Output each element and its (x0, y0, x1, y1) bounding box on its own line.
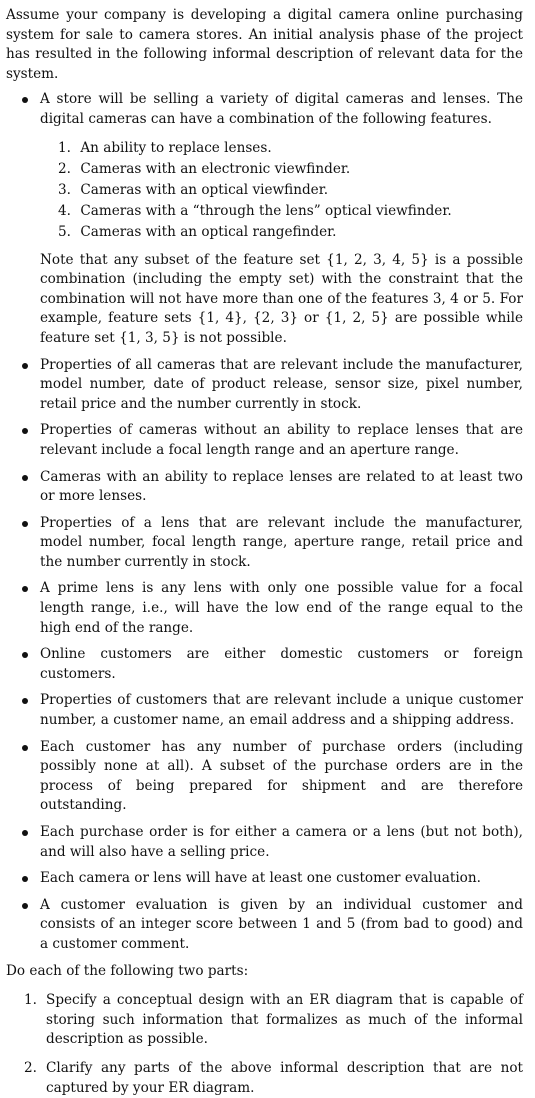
bullet-text: A prime lens is any lens with only one possible value for a focal length range, i.e., will have the low end of the range equal to the high end of the range. (40, 580, 523, 636)
feature-number: 5. (58, 223, 71, 240)
list-item (40, 468, 523, 507)
feature-text: An ability to replace lenses. (80, 139, 272, 156)
feature-item (58, 222, 523, 243)
list-item (40, 645, 523, 684)
feature-item (58, 138, 523, 159)
bullet-text: Properties of customers that are relevant include a unique customer number, a customer name, an email address and a shipping address. (40, 692, 523, 729)
bullet-text: Cameras with an ability to replace lenses are related to at least two or more lenses. (40, 468, 523, 505)
bullet-icon (22, 652, 28, 658)
list-item (40, 579, 523, 638)
feature-text: Cameras with a “through the lens” optical viewfinder. (80, 202, 452, 219)
feature-number: 1. (58, 139, 71, 156)
bullet-text: Each camera or lens will have at least one customer evaluation. (40, 870, 481, 887)
feature-number: 3. (58, 181, 71, 198)
feature-item (58, 180, 523, 201)
bullet-text: Each purchase order is for either a camera or a lens (but not both), and will also have a selling price. (40, 824, 523, 860)
bullet-icon (22, 428, 28, 434)
part-number: 2. (24, 1059, 37, 1076)
bullet-icon (22, 903, 28, 909)
bullet-icon (22, 521, 28, 527)
feature-note: Note that any subset of the feature set {1, 2, 3, 4, 5} is a possible combination (including the empty set) with the constraint that the combination will not have more than one of the features 3, 4 or 5. For example, feature sets {1, 4}, {2, 3} or {1, 2, 5} are possible while feature set {1, 3, 5} is not possible. (40, 251, 523, 346)
bullet-icon (22, 363, 28, 369)
feature-number: 4. (58, 202, 71, 219)
bullet-icon (22, 830, 28, 836)
list-item (40, 691, 523, 730)
part-item (24, 1059, 523, 1098)
bullet-text: A store will be selling a variety of digital cameras and lenses. The digital cameras can have a combination of the following features. (40, 91, 523, 127)
feature-item (58, 201, 523, 222)
bullet-icon (22, 698, 28, 704)
bullet-icon (22, 876, 28, 882)
bullet-icon (22, 745, 28, 751)
part-number: 1. (24, 992, 37, 1009)
list-item (40, 421, 523, 460)
bullet-icon (22, 586, 28, 592)
feature-number: 2. (58, 160, 71, 177)
feature-text: Cameras with an electronic viewfinder. (80, 160, 351, 177)
bullet-text: Online customers are either domestic customers or foreign customers. (40, 646, 523, 682)
list-item (40, 869, 523, 889)
feature-list (40, 138, 523, 243)
list-item (40, 738, 523, 816)
part-text: Clarify any parts of the above informal description that are not captured by your ER diagram. (46, 1059, 523, 1096)
part-item (24, 991, 523, 1050)
list-item (40, 90, 523, 348)
bullet-icon (22, 97, 28, 103)
parts-intro: Do each of the following two parts: (6, 962, 249, 979)
bullet-icon (22, 475, 28, 481)
requirements-list (6, 90, 523, 954)
bullet-text: A customer evaluation is given by an individual customer and consists of an integer score between 1 and 5 (from bad to good) and a customer comment. (40, 896, 523, 952)
bullet-text: Each customer has any number of purchase orders (including possibly none at all). A subset of the purchase orders are in the process of being prepared for shipment and are therefore outstanding. (40, 738, 523, 814)
feature-item (58, 159, 523, 180)
list-item (40, 356, 523, 415)
feature-text: Cameras with an optical rangefinder. (80, 223, 337, 240)
list-item (40, 896, 523, 955)
list-item (40, 514, 523, 573)
list-item (40, 823, 523, 862)
bullet-text: Properties of a lens that are relevant include the manufacturer, model number, focal length range, aperture range, retail price and the number currently in stock. (40, 514, 523, 570)
feature-text: Cameras with an optical viewfinder. (80, 181, 329, 198)
bullet-text: Properties of all cameras that are relevant include the manufacturer, model number, date of product release, sensor size, pixel number, retail price and the number currently in stock. (40, 356, 523, 412)
part-text: Specify a conceptual design with an ER diagram that is capable of storing such information that formalizes as much of the informal description as possible. (46, 992, 523, 1048)
bullet-text: Properties of cameras without an ability to replace lenses that are relevant include a focal length range and an aperture range. (40, 422, 523, 458)
intro-paragraph: Assume your company is developing a digital camera online purchasing system for sale to camera stores. An initial analysis phase of the project has resulted in the following informal description of relevant data for the system. (6, 7, 523, 82)
